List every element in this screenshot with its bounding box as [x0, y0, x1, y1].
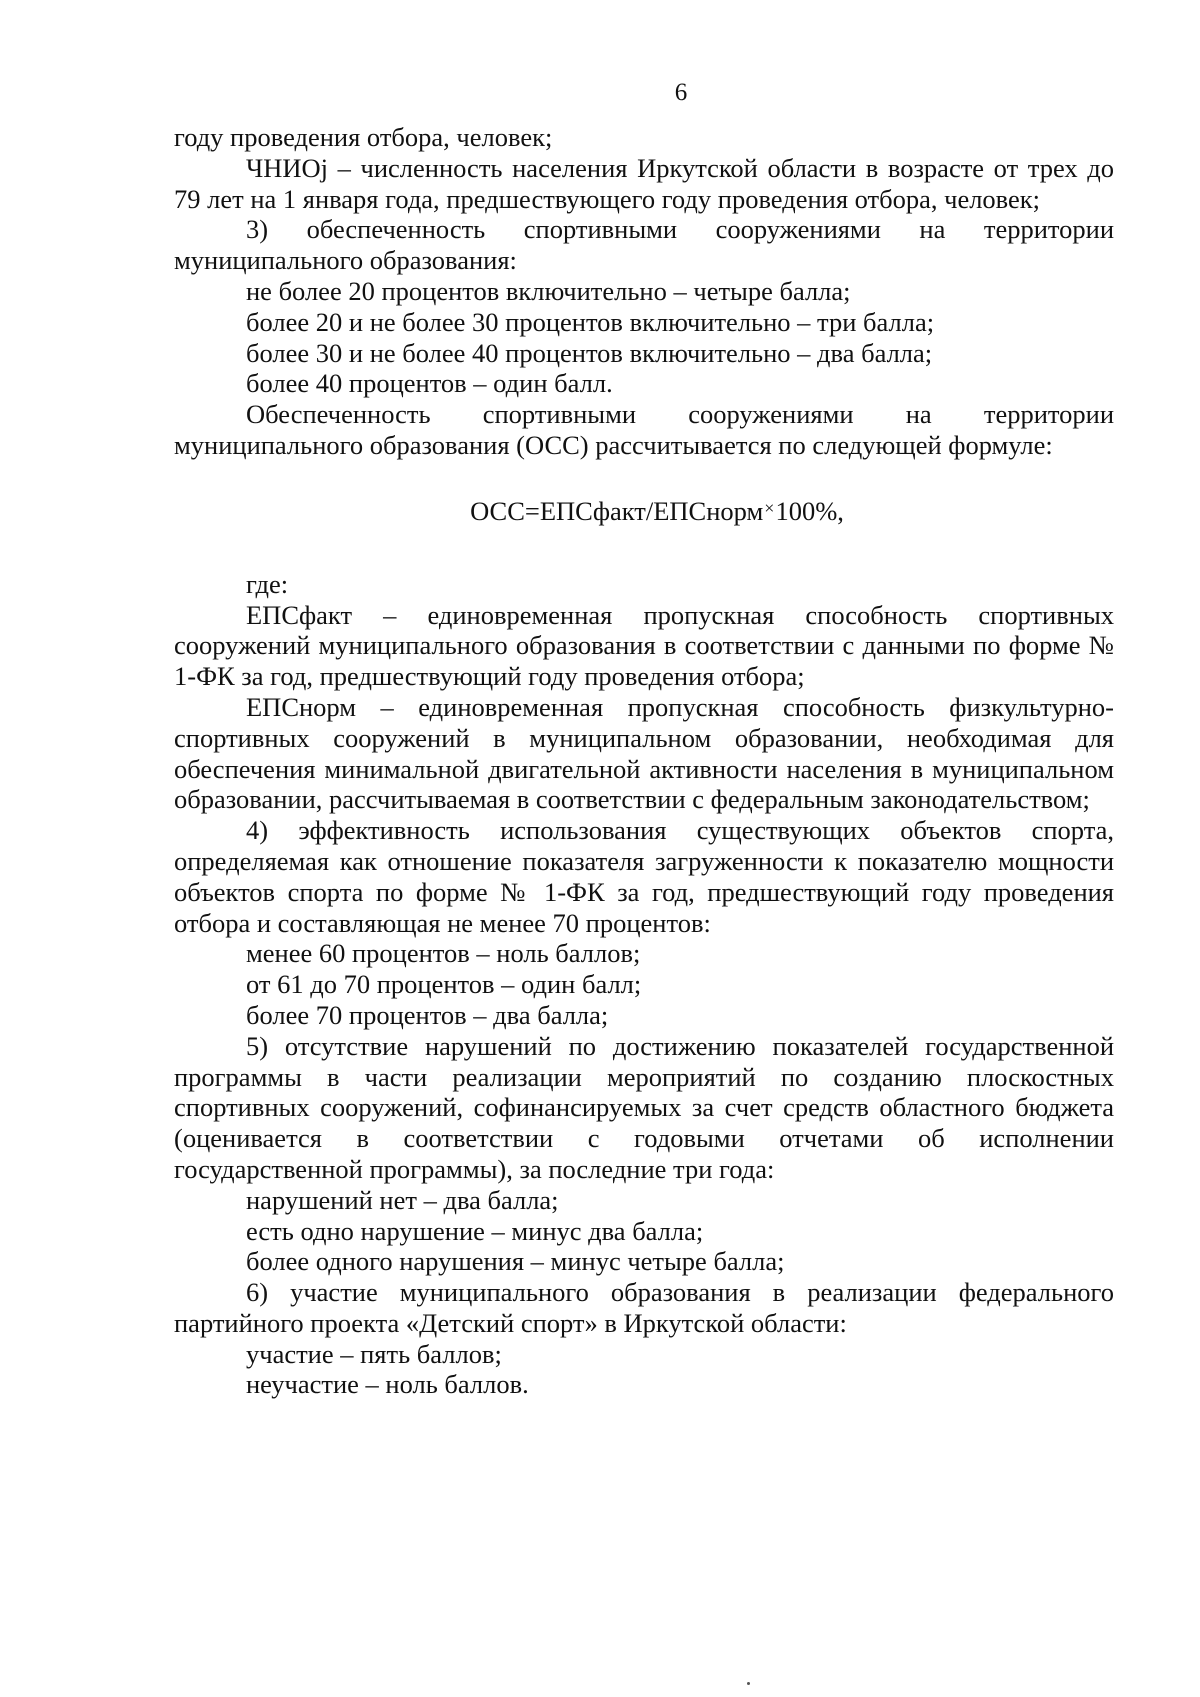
paragraph: более 40 процентов – один балл.: [246, 368, 613, 399]
paragraph: более 30 и не более 40 процентов включительно – два балла;: [246, 337, 933, 368]
paragraph: более 70 процентов – два балла;: [246, 999, 609, 1030]
paragraph: где:: [246, 568, 289, 599]
scan-speck: [747, 1682, 750, 1685]
formula-left: ОСС=ЕПСфакт/ЕПСнорм: [470, 495, 764, 526]
paragraph: есть одно нарушение – минус два балла;: [246, 1215, 704, 1246]
paragraph: участие – пять баллов;: [246, 1338, 502, 1369]
paragraph: ЧНИОj – численность населения Иркутской области в возрасте от трех до 79 лет на 1 января года, предшествующего году проведения отбора, человек;: [174, 152, 1114, 214]
paragraph: году проведения отбора, человек;: [174, 122, 553, 152]
paragraph: не более 20 процентов включительно – четыре балла;: [246, 275, 851, 306]
paragraph: 5) отсутствие нарушений по достижению показателей государственной программы в части реализации мероприятий по созданию плоскостных спортивных сооружений, софинансируемых за счет средств областного бюджета (оценивается в соответствии с годовыми отчетами об исполнении государственной программы), за последние три года:: [174, 1030, 1114, 1184]
paragraph-group-after-formula: [174, 569, 1114, 1401]
paragraph: нарушений нет – два балла;: [246, 1184, 559, 1215]
paragraph: 3) обеспеченность спортивными сооружениями на территории муниципального образования:: [174, 214, 1114, 276]
paragraph-group-before-formula: [174, 122, 1114, 461]
paragraph: менее 60 процентов – ноль баллов;: [246, 938, 641, 969]
paragraph: более одного нарушения – минус четыре балла;: [246, 1246, 785, 1277]
formula-operator: ×: [764, 497, 775, 518]
paragraph: ЕПСнорм – единовременная пропускная способность физкультурно-спортивных сооружений в муниципальном образовании, необходимая для обеспечения минимальной двигательной активности населения в муниципальном образовании, рассчитываемая в соответствии с федеральным законодательством;: [174, 691, 1114, 815]
paragraph: неучастие – ноль баллов.: [246, 1369, 529, 1400]
paragraph: Обеспеченность спортивными сооружениями на территории муниципального образования (ОСС) рассчитывается по следующей формуле:: [174, 399, 1114, 460]
paragraph: от 61 до 70 процентов – один балл;: [246, 969, 642, 1000]
paragraph: 6) участие муниципального образования в реализации федерального партийного проекта «Детский спорт» в Иркутской области:: [174, 1277, 1114, 1338]
paragraph: 4) эффективность использования существующих объектов спорта, определяемая как отношение показателя загруженности к показателю мощности объектов спорта по форме № 1-ФК за год, предшествующий году проведения отбора и составляющая не менее 70 процентов:: [174, 815, 1114, 938]
formula: [174, 491, 1114, 528]
page-number: 6: [674, 79, 688, 106]
document-body: [174, 122, 1114, 1400]
paragraph: ЕПСфакт – единовременная пропускная способность спортивных сооружений муниципального образования в соответствии с данными по форме № 1-ФК за год, предшествующий году проведения отбора;: [174, 599, 1114, 692]
formula-right: 100%,: [775, 495, 844, 526]
paragraph: более 20 и не более 30 процентов включительно – три балла;: [246, 306, 935, 337]
